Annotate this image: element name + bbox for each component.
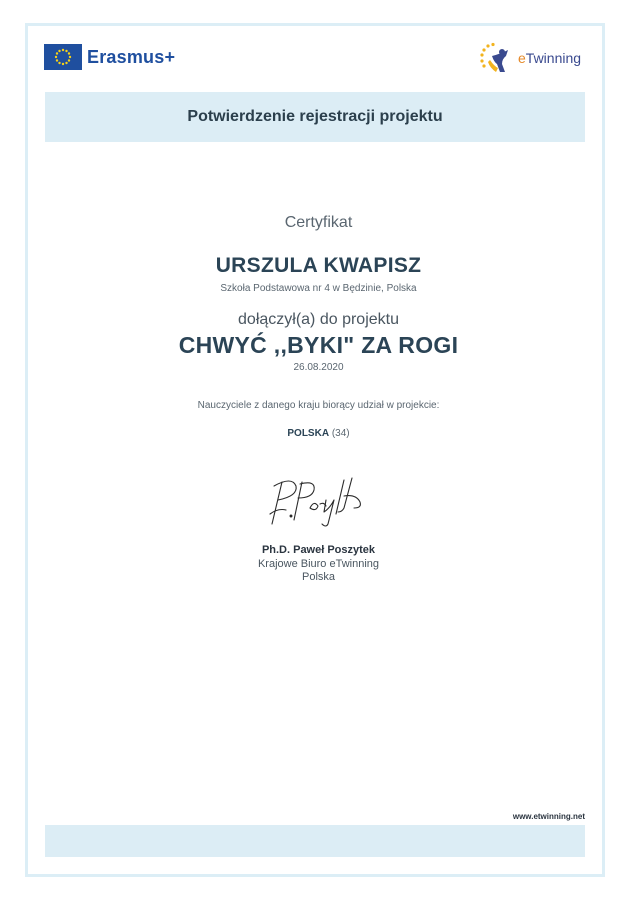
country-line: [0, 428, 637, 439]
country-name: POLSKA: [287, 428, 330, 439]
teachers-caption: Nauczyciele z danego kraju biorący udział w projekcie:: [197, 400, 440, 411]
etwinning-logo-text: [518, 50, 581, 66]
etwinning-figure-icon: [478, 42, 516, 74]
website-link[interactable]: www.etwinning.net: [512, 812, 585, 821]
etwinning-logo-prefix: e: [518, 50, 526, 66]
etwinning-logo-word: Twinning: [525, 50, 582, 66]
eu-flag-icon: [44, 44, 82, 70]
joined-text: dołączył(a) do projektu: [238, 311, 399, 328]
project-name: CHWYĆ ,,BYKI" ZA ROGI: [178, 332, 459, 358]
erasmus-logo-text: Erasmus+: [87, 46, 176, 67]
signatory-country: Polska: [301, 571, 336, 583]
signature-image: [264, 474, 374, 530]
page-title: Potwierdzenie rejestracji projektu: [187, 108, 443, 125]
school-name: Szkoła Podstawowa nr 4 w Będzinie, Polska: [220, 283, 417, 294]
signatory-office: Krajowe Biuro eTwinning: [257, 558, 380, 570]
footer-banner: [45, 825, 585, 857]
title-banner: [45, 92, 585, 142]
signatory-name: Ph.D. Paweł Poszytek: [261, 544, 376, 556]
recipient-name: URSZULA KWAPISZ: [215, 254, 422, 277]
certificate-label: Certyfikat: [284, 214, 353, 231]
country-count: (34): [331, 428, 350, 439]
registration-date: 26.08.2020: [293, 362, 344, 373]
erasmus-logo: [44, 44, 175, 70]
etwinning-logo: [478, 42, 581, 74]
certificate-border: [25, 23, 605, 877]
